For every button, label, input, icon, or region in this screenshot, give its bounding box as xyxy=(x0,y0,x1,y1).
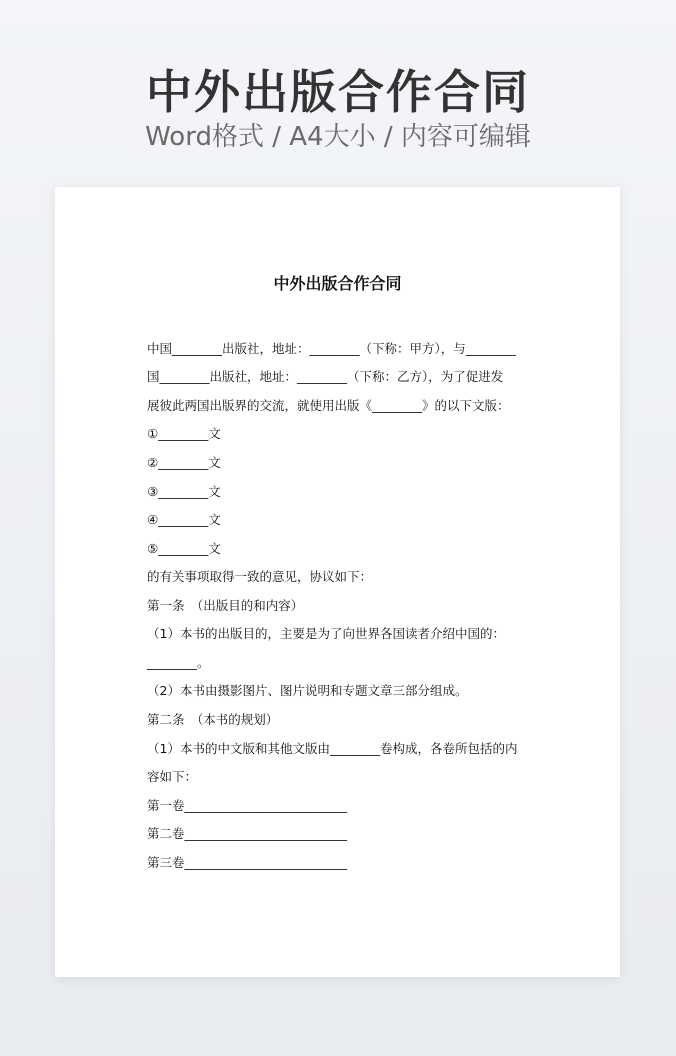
volume-line: 第三卷__________________________ xyxy=(147,855,348,870)
document-line: 的有关事项取得一致的意见，协议如下： xyxy=(147,569,373,584)
volume-line: 第二卷__________________________ xyxy=(147,826,348,841)
section-heading: 第一条 （出版目的和内容） xyxy=(147,598,304,613)
banner-subtitle: Word格式 / A4大小 / 内容可编辑 xyxy=(145,122,531,152)
section-heading: 第二条 （本书的规划） xyxy=(147,712,279,727)
document-line: 国________出版社，地址：________（下称：乙方），为了促进发 xyxy=(147,369,504,384)
document-line: （1）本书的中文版和其他文版由________卷构成，各卷所包括的内 xyxy=(147,741,518,756)
document-line: 中国________出版社，地址：________（下称：甲方），与________ xyxy=(147,341,516,356)
document-line: ⑤________文 xyxy=(147,541,221,556)
header-banner xyxy=(0,0,676,185)
document-page xyxy=(55,187,620,977)
document-title: 中外出版合作合同 xyxy=(273,274,402,293)
document-line: ①________文 xyxy=(147,426,221,441)
banner-title: 中外出版合作合同 xyxy=(146,65,530,119)
document-line: 容如下： xyxy=(147,769,198,784)
document-line: ________。 xyxy=(147,655,210,670)
document-line: （1）本书的出版目的，主要是为了向世界各国读者介绍中国的： xyxy=(147,626,505,641)
document-line: ④________文 xyxy=(147,512,221,527)
volume-line: 第一卷__________________________ xyxy=(147,798,348,813)
document-line: ③________文 xyxy=(147,484,221,499)
document-line: 展彼此两国出版界的交流，就使用出版《________》的以下文版： xyxy=(147,398,510,413)
document-line: （2）本书由摄影图片、图片说明和专题文章三部分组成。 xyxy=(147,683,468,698)
document-line: ②________文 xyxy=(147,455,221,470)
